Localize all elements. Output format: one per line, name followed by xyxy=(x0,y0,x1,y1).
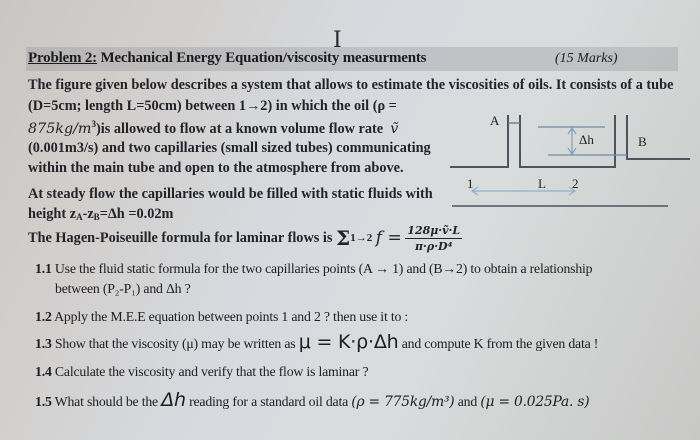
problem-title xyxy=(28,50,426,67)
delta-h-symbol: Δh xyxy=(161,389,186,411)
question-text: Apply the M.E.E equation between points 1 and 2 ? then use it to : xyxy=(54,309,409,324)
intro-line-1: The figure given below describes a system that allows to estimate the viscosities of oils. It consists of a tube xyxy=(28,77,674,93)
problem-number: Problem 2: xyxy=(28,50,97,66)
hagen-fraction xyxy=(405,224,462,253)
label-length: L xyxy=(538,176,546,191)
question-number: 1.4 xyxy=(35,364,52,379)
conjunction: and xyxy=(457,394,478,409)
standard-density: (ρ = 775kg/m³) xyxy=(351,394,455,410)
question-1-3 xyxy=(35,331,598,353)
question-text: Calculate the viscosity and verify that the flow is laminar ? xyxy=(54,364,369,379)
height-prefix: height z xyxy=(28,206,77,222)
viscosity-formula: μ = K·ρ·Δh xyxy=(298,331,399,353)
intro-line-4: (0.001m3/s) and two capillaries (small sized tubes) communicating xyxy=(28,140,431,156)
problem-title-text: Mechanical Energy Equation/viscosity measurments xyxy=(96,50,427,66)
intro-line-3-text: )is allowed to flow at a known volume flow rate xyxy=(95,121,384,137)
label-a: A xyxy=(490,113,500,128)
steady-line-1: At steady flow the capillaries would be filled with static fluids with xyxy=(28,186,433,202)
question-number: 1.2 xyxy=(35,309,52,324)
fraction-numerator: 128μ·ṽ·L xyxy=(407,223,461,237)
question-1-4 xyxy=(35,364,368,380)
question-text: Use the fluid static formula for the two capillaries points (A → 1) and (B→2) to obtain a relationship xyxy=(54,261,593,276)
intro-line-5: within the main tube and open to the atmosphere from above. xyxy=(28,160,404,176)
right-tube-wall xyxy=(627,115,690,159)
hagen-text: The Hagen-Poiseuille formula for laminar flows is xyxy=(28,229,333,246)
intro-line-3 xyxy=(28,119,398,138)
height-mid: -z xyxy=(82,206,94,222)
question-number: 1.3 xyxy=(35,336,52,351)
oil-density: 875kg/m xyxy=(28,121,92,137)
density-exponent: 3 xyxy=(91,119,96,129)
sub-a: A xyxy=(76,212,83,222)
sigma-subscript: 1→2 xyxy=(350,232,373,244)
fraction-denominator: π·ρ·D⁴ xyxy=(415,239,453,253)
label-b: B xyxy=(638,134,647,149)
hagen-poiseuille-line xyxy=(28,220,462,256)
question-number: 1.5 xyxy=(35,394,52,409)
friction-f: f = xyxy=(375,228,402,248)
question-1-2 xyxy=(35,309,408,325)
main-tube-wall xyxy=(520,115,615,167)
sigma-symbol: Σ xyxy=(336,226,351,250)
label-point-1: 1 xyxy=(467,176,474,191)
label-point-2: 2 xyxy=(572,176,579,191)
question-number: 1.1 xyxy=(35,261,52,276)
sub-b: B xyxy=(93,212,100,222)
intro-line-2: (D=5cm; length L=50cm) between 1→2) in which the oil (ρ = xyxy=(28,98,397,114)
question-1-1-line-2: between (P₂-P₁) and Δh ? xyxy=(55,281,191,296)
label-delta-h: Δh xyxy=(579,132,594,147)
question-text-rest: reading for a standard oil data xyxy=(189,394,349,409)
question-text: What should be the xyxy=(54,394,158,409)
height-value: =Δh =0.02m xyxy=(99,206,174,222)
text-cursor-icon: I xyxy=(333,28,342,53)
flow-rate-symbol: ṽ xyxy=(390,121,399,137)
question-text-rest: and compute K from the given data ! xyxy=(401,336,599,351)
capillary-diagram xyxy=(450,110,700,215)
question-text: Show that the viscosity (μ) may be written as xyxy=(54,336,296,351)
question-1-5 xyxy=(35,389,589,411)
standard-viscosity: (μ = 0.025Pa. s) xyxy=(480,394,590,410)
marks-label: (15 Marks) xyxy=(555,51,618,66)
question-1-1 xyxy=(35,261,592,277)
